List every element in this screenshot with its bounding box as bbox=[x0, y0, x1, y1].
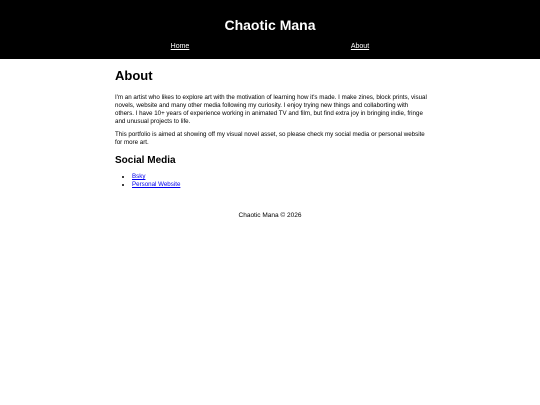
list-item bbox=[132, 181, 427, 189]
nav-link-home[interactable]: Home bbox=[170, 43, 190, 50]
footer-copyright: Chaotic Mana © 2026 bbox=[238, 212, 302, 219]
list-item bbox=[132, 173, 427, 181]
page-title: About bbox=[115, 68, 153, 83]
personal-website-link[interactable]: Personal Website bbox=[132, 181, 181, 188]
bsky-link[interactable]: Bsky bbox=[132, 173, 146, 180]
main-content bbox=[115, 59, 427, 189]
social-media-heading: Social Media bbox=[115, 155, 176, 166]
site-header bbox=[0, 0, 540, 59]
main-nav bbox=[0, 42, 540, 52]
about-paragraph-intro: I'm an artist who likes to explore art with the motivation of learning how it's made. I make zines, block prints, visual novels, website and many other media following my curiosity. I enjoy trying new things and collaborting with others. I have 10+ years of experience working in animated TV and film, but find extra joy in bringing indie, fringe and unusual projects to life. bbox=[115, 94, 427, 125]
nav-link-about[interactable]: About bbox=[350, 43, 370, 50]
site-title: Chaotic Mana bbox=[224, 17, 316, 33]
social-media-list bbox=[115, 173, 427, 189]
site-footer bbox=[0, 212, 540, 220]
about-paragraph-portfolio: This portfolio is aimed at showing off my visual novel asset, so please check my social media or personal website for more art. bbox=[115, 131, 425, 146]
